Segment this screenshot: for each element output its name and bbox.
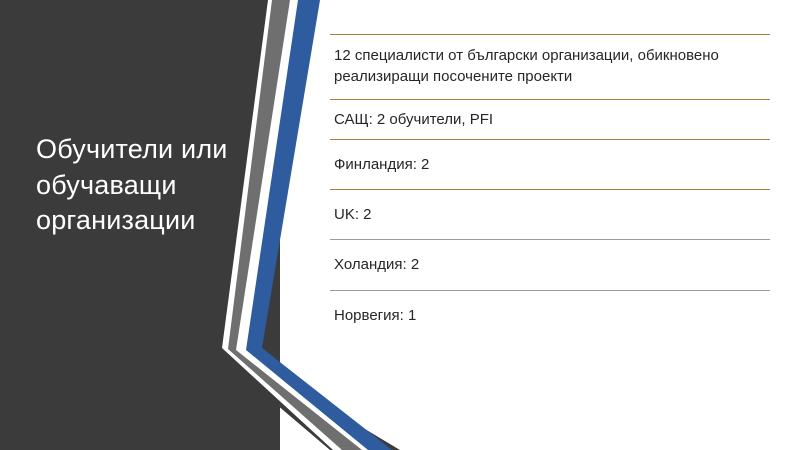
list-item: Норвегия: 1 <box>330 290 770 340</box>
content-list <box>330 34 770 340</box>
list-item: Финландия: 2 <box>330 139 770 189</box>
page-title: Обучители или обучаващи организации <box>36 134 228 236</box>
list-item: 12 специалисти от български организации, обикновено реализиращи посочените проекти <box>330 34 770 99</box>
list-item: Холандия: 2 <box>330 239 770 289</box>
list-item: UK: 2 <box>330 189 770 239</box>
list-item: САЩ: 2 обучители, PFI <box>330 99 770 139</box>
